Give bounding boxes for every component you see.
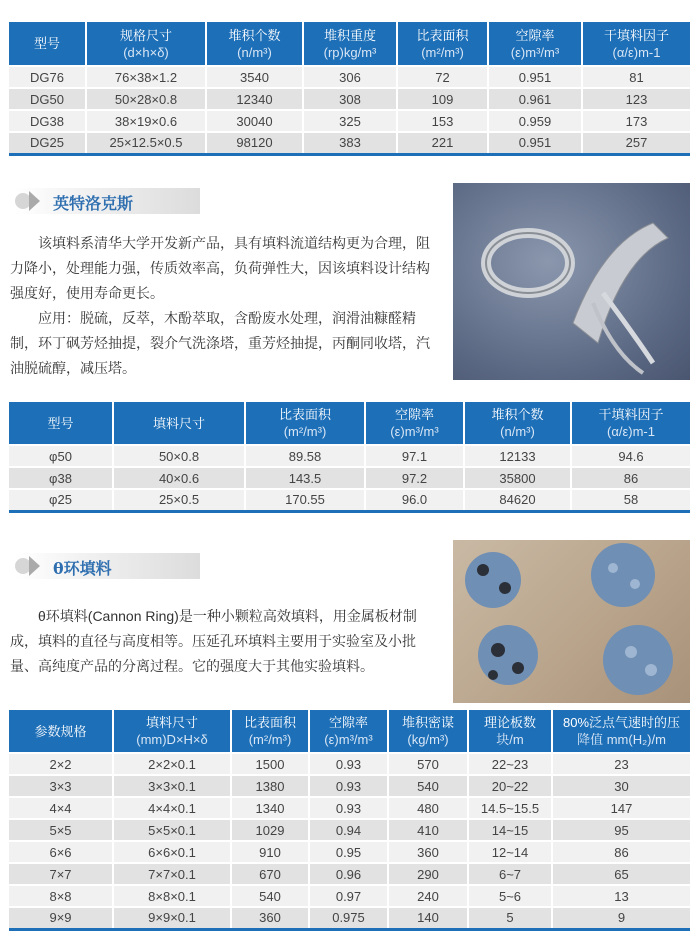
column-header bbox=[113, 402, 245, 445]
header-unit: (mm)D×H×δ bbox=[136, 732, 208, 747]
table-cell: 0.94 bbox=[309, 819, 388, 841]
table-cell: DG25 bbox=[9, 132, 86, 154]
chevron-right-icon bbox=[29, 191, 40, 211]
table-cell: 30 bbox=[552, 775, 690, 797]
table-cell: 410 bbox=[388, 819, 468, 841]
header-label: 比表面积 bbox=[243, 715, 296, 730]
section2-description bbox=[10, 604, 440, 679]
header-label: 空隙率 bbox=[394, 407, 434, 422]
header-unit: 块/m bbox=[496, 732, 524, 747]
column-header bbox=[206, 22, 303, 66]
table-cell: 257 bbox=[582, 132, 690, 154]
table-cell: 0.95 bbox=[309, 841, 388, 863]
header-unit: (ε)m³/m³ bbox=[390, 424, 439, 439]
table-cell: 140 bbox=[388, 907, 468, 929]
table-cell: 84620 bbox=[464, 489, 571, 511]
table-cell: 290 bbox=[388, 863, 468, 885]
header-unit: (n/m³) bbox=[500, 424, 535, 439]
header-unit: 降值 mm(H₂)/m bbox=[577, 732, 666, 747]
column-header bbox=[397, 22, 488, 66]
table-cell: 143.5 bbox=[245, 467, 365, 489]
table-cell: 7×7×0.1 bbox=[113, 863, 231, 885]
table-cell: 9×9×0.1 bbox=[113, 907, 231, 929]
table-cell: 97.2 bbox=[365, 467, 464, 489]
table-cell: 1340 bbox=[231, 797, 309, 819]
header-unit: (d×h×δ) bbox=[123, 44, 169, 60]
header-unit: (ε)m³/m³ bbox=[510, 44, 560, 60]
table-cell: 8×8×0.1 bbox=[113, 885, 231, 907]
table-cell: 14.5~15.5 bbox=[468, 797, 552, 819]
table-cell: 9 bbox=[552, 907, 690, 929]
column-header bbox=[86, 22, 206, 66]
table-cell: 240 bbox=[388, 885, 468, 907]
column-header bbox=[582, 22, 690, 66]
table-cell: 6×6×0.1 bbox=[113, 841, 231, 863]
table-cell: 2×2 bbox=[9, 753, 113, 775]
column-header bbox=[571, 402, 690, 445]
table-row bbox=[9, 775, 690, 797]
table-row bbox=[9, 819, 690, 841]
table-row bbox=[9, 445, 690, 467]
section-heading-theta-ring bbox=[15, 553, 200, 579]
table-cell: 0.951 bbox=[488, 66, 582, 88]
header-unit: (α/ε)m-1 bbox=[607, 424, 655, 439]
table-cell: 0.93 bbox=[309, 753, 388, 775]
table-cell: 8×8 bbox=[9, 885, 113, 907]
column-header bbox=[552, 710, 690, 753]
chevron-right-icon bbox=[29, 556, 40, 576]
theta-ring-product-photo bbox=[453, 540, 690, 703]
section-title: 英特洛克斯 bbox=[53, 194, 134, 213]
table-cell: 5×5×0.1 bbox=[113, 819, 231, 841]
column-header bbox=[488, 22, 582, 66]
column-header bbox=[468, 710, 552, 753]
table-cell: φ50 bbox=[9, 445, 113, 467]
table-row bbox=[9, 66, 690, 88]
table-cell: 89.58 bbox=[245, 445, 365, 467]
table-row bbox=[9, 753, 690, 775]
header-label: 规格尺寸 bbox=[119, 27, 172, 43]
table-cell: 221 bbox=[397, 132, 488, 154]
table-cell: 0.951 bbox=[488, 132, 582, 154]
column-header bbox=[113, 710, 231, 753]
column-header bbox=[9, 22, 86, 66]
header-label: 填料尺寸 bbox=[145, 715, 198, 730]
column-header bbox=[303, 22, 397, 66]
table-cell: 4×4×0.1 bbox=[113, 797, 231, 819]
table-cell: 14~15 bbox=[468, 819, 552, 841]
table-cell: 1500 bbox=[231, 753, 309, 775]
table-row bbox=[9, 863, 690, 885]
table-cell: 12~14 bbox=[468, 841, 552, 863]
table-cell: 670 bbox=[231, 863, 309, 885]
table-cell: 0.93 bbox=[309, 775, 388, 797]
table-cell: 23 bbox=[552, 753, 690, 775]
table-row bbox=[9, 907, 690, 929]
table-cell: 20~22 bbox=[468, 775, 552, 797]
column-header bbox=[365, 402, 464, 445]
table-cell: 86 bbox=[571, 467, 690, 489]
table-cell: 170.55 bbox=[245, 489, 365, 511]
table-cell: 0.975 bbox=[309, 907, 388, 929]
header-unit: (rp)kg/m³ bbox=[323, 44, 377, 60]
column-header bbox=[309, 710, 388, 753]
table-cell: DG50 bbox=[9, 88, 86, 110]
paragraph: 该填料系清华大学开发新产品，具有填料流道结构更为合理，阻力降小，处理能力强，传质效率高，负荷弹性大，因该填料设计结构强度好，使用寿命更长。 bbox=[10, 235, 430, 301]
table-row bbox=[9, 88, 690, 110]
table-cell: 540 bbox=[231, 885, 309, 907]
column-header bbox=[9, 710, 113, 753]
dg-spec-table bbox=[9, 22, 690, 156]
header-label: 比表面积 bbox=[416, 27, 469, 43]
header-label: 空隙率 bbox=[515, 27, 555, 43]
table-cell: DG76 bbox=[9, 66, 86, 88]
table-cell: 0.93 bbox=[309, 797, 388, 819]
table-cell: 13 bbox=[552, 885, 690, 907]
table-row bbox=[9, 797, 690, 819]
header-label: 堆积重度 bbox=[323, 27, 376, 43]
table-cell: 97.1 bbox=[365, 445, 464, 467]
header-label: 空隙率 bbox=[328, 715, 368, 730]
header-label: 80%泛点气速时的压 bbox=[562, 715, 681, 730]
table-cell: 81 bbox=[582, 66, 690, 88]
table-cell: 308 bbox=[303, 88, 397, 110]
table-cell: φ38 bbox=[9, 467, 113, 489]
table-cell: 76×38×1.2 bbox=[86, 66, 206, 88]
table-cell: 25×0.5 bbox=[113, 489, 245, 511]
header-label: 干填料因子 bbox=[603, 27, 669, 43]
table-cell: 35800 bbox=[464, 467, 571, 489]
table-cell: φ25 bbox=[9, 489, 113, 511]
table-cell: 50×0.8 bbox=[113, 445, 245, 467]
table-cell: 95 bbox=[552, 819, 690, 841]
header-row bbox=[9, 22, 690, 66]
header-unit: (ε)m³/m³ bbox=[324, 732, 373, 747]
table-row bbox=[9, 885, 690, 907]
intalox-product-photo bbox=[453, 183, 690, 380]
table-cell: 5×5 bbox=[9, 819, 113, 841]
table-cell: 96.0 bbox=[365, 489, 464, 511]
table-cell: 22~23 bbox=[468, 753, 552, 775]
table-cell: 38×19×0.6 bbox=[86, 110, 206, 132]
table-cell: 12133 bbox=[464, 445, 571, 467]
table-cell: 9×9 bbox=[9, 907, 113, 929]
table-cell: 7×7 bbox=[9, 863, 113, 885]
header-label: 比表面积 bbox=[278, 407, 331, 422]
header-label: 堆积个数 bbox=[491, 407, 544, 422]
table-cell: 4×4 bbox=[9, 797, 113, 819]
table-cell: 50×28×0.8 bbox=[86, 88, 206, 110]
table-cell: 40×0.6 bbox=[113, 467, 245, 489]
section-heading-intalox bbox=[15, 188, 200, 214]
table-cell: 3×3 bbox=[9, 775, 113, 797]
header-label: 参数规格 bbox=[34, 723, 87, 739]
header-unit: (m²/m³) bbox=[248, 732, 292, 747]
header-label: 型号 bbox=[33, 36, 60, 51]
header-row bbox=[9, 402, 690, 445]
table-cell: 30040 bbox=[206, 110, 303, 132]
column-header bbox=[231, 710, 309, 753]
table-cell: 910 bbox=[231, 841, 309, 863]
table-cell: 0.96 bbox=[309, 863, 388, 885]
table-cell: 153 bbox=[397, 110, 488, 132]
section1-description bbox=[10, 231, 440, 381]
column-header bbox=[464, 402, 571, 445]
table-cell: 0.97 bbox=[309, 885, 388, 907]
header-row bbox=[9, 710, 690, 753]
table-row bbox=[9, 467, 690, 489]
header-label: 堆积个数 bbox=[228, 27, 281, 43]
table-cell: 98120 bbox=[206, 132, 303, 154]
paragraph: θ环填料(Cannon Ring)是一种小颗粒高效填料，用金属板材制成，填料的直径与高度相等。压延孔环填料主要用于实验室及小批量、高纯度产品的分离过程。它的强度大于其他实验填料。 bbox=[10, 608, 417, 674]
table-cell: 6×6 bbox=[9, 841, 113, 863]
table-cell: 540 bbox=[388, 775, 468, 797]
table-cell: 12340 bbox=[206, 88, 303, 110]
theta-ring-spec-table bbox=[9, 710, 690, 931]
table-cell: 3540 bbox=[206, 66, 303, 88]
table-cell: 5~6 bbox=[468, 885, 552, 907]
table-cell: 58 bbox=[571, 489, 690, 511]
table-cell: 123 bbox=[582, 88, 690, 110]
table-cell: 360 bbox=[231, 907, 309, 929]
table-row bbox=[9, 110, 690, 132]
header-label: 填料尺寸 bbox=[152, 415, 205, 431]
column-header bbox=[9, 402, 113, 445]
header-unit: (n/m³) bbox=[237, 44, 272, 60]
table-cell: 306 bbox=[303, 66, 397, 88]
header-label: 型号 bbox=[47, 415, 74, 431]
header-label: 理论板数 bbox=[483, 715, 536, 730]
table-cell: 0.959 bbox=[488, 110, 582, 132]
header-unit: (m²/m³) bbox=[421, 44, 464, 60]
table-row bbox=[9, 489, 690, 511]
table-row bbox=[9, 841, 690, 863]
table-cell: 2×2×0.1 bbox=[113, 753, 231, 775]
header-unit: (kg/m³) bbox=[407, 732, 449, 747]
column-header bbox=[388, 710, 468, 753]
table-cell: DG38 bbox=[9, 110, 86, 132]
table-cell: 25×12.5×0.5 bbox=[86, 132, 206, 154]
table-cell: 3×3×0.1 bbox=[113, 775, 231, 797]
table-cell: 65 bbox=[552, 863, 690, 885]
column-header bbox=[245, 402, 365, 445]
table-cell: 480 bbox=[388, 797, 468, 819]
table-cell: 72 bbox=[397, 66, 488, 88]
table-cell: 325 bbox=[303, 110, 397, 132]
table-cell: 94.6 bbox=[571, 445, 690, 467]
table-row bbox=[9, 132, 690, 154]
table-cell: 0.961 bbox=[488, 88, 582, 110]
table-cell: 173 bbox=[582, 110, 690, 132]
section-title: θ环填料 bbox=[53, 559, 112, 578]
table-cell: 86 bbox=[552, 841, 690, 863]
table-cell: 1029 bbox=[231, 819, 309, 841]
table-cell: 109 bbox=[397, 88, 488, 110]
table-cell: 360 bbox=[388, 841, 468, 863]
table-cell: 147 bbox=[552, 797, 690, 819]
header-unit: (α/ε)m-1 bbox=[612, 44, 661, 60]
header-label: 干填料因子 bbox=[598, 407, 664, 422]
table-cell: 1380 bbox=[231, 775, 309, 797]
table-cell: 570 bbox=[388, 753, 468, 775]
table-cell: 6~7 bbox=[468, 863, 552, 885]
table-cell: 383 bbox=[303, 132, 397, 154]
header-label: 堆积密谋 bbox=[401, 715, 454, 730]
table-cell: 5 bbox=[468, 907, 552, 929]
header-unit: (m²/m³) bbox=[283, 424, 327, 439]
paragraph: 应用：脱硫，反萃，木酚萃取，含酚废水处理，润滑油糠醛精制，环丁砜芳烃抽提，裂介气洗涤塔，重芳烃抽提，丙酮同收塔，汽油脱硫醇，减压塔。 bbox=[10, 310, 430, 376]
intalox-spec-table bbox=[9, 402, 690, 513]
